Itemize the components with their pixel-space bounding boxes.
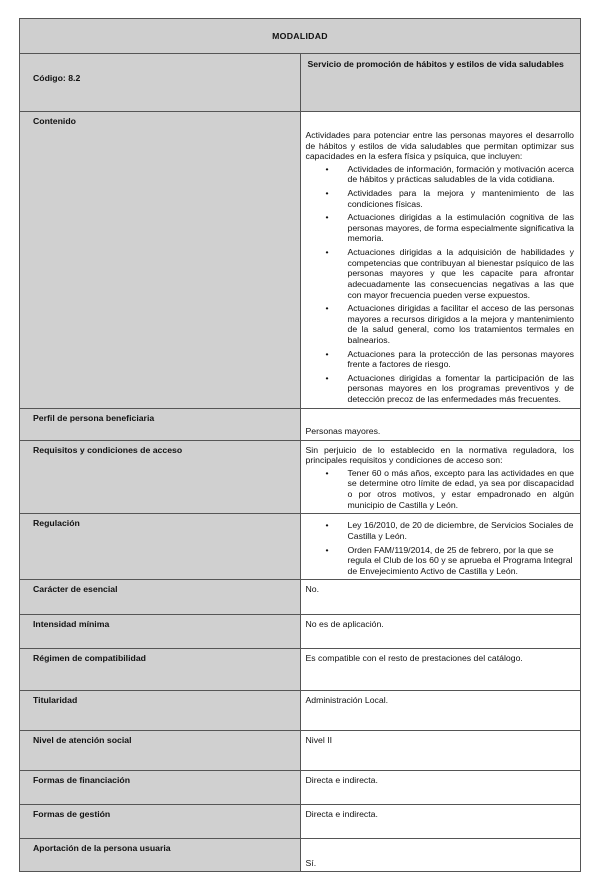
- gestion-label: Formas de gestión: [20, 805, 301, 839]
- code-label: Código: 8.2: [20, 54, 301, 112]
- list-item: • Actuaciones dirigidas a la estimulación cognitiva de las personas mayores, de forma especialmente significativa la memoria.: [306, 212, 575, 244]
- list-item: • Actuaciones dirigidas a facilitar el acceso de las personas mayores a recursos dirigidos a la mejora y mantenimiento de la salud general, como los tratamientos termales en balnearios.: [306, 303, 575, 345]
- regulacion-value: [300, 514, 581, 580]
- list-item: • Actuaciones dirigidas a fomentar la participación de las personas mayores en los programas preventivos y de detección precoz de las enfermedades más frecuentes.: [306, 373, 575, 405]
- intensidad-label: Intensidad mínima: [20, 615, 301, 649]
- intensidad-value: No es de aplicación.: [300, 615, 581, 649]
- list-item: • Actuaciones para la protección de las personas mayores frente a factores de riesgo.: [306, 349, 575, 370]
- list-item: • Tener 60 o más años, excepto para las actividades en que se determine otro límite de edad, ya sea por discapacidad o por otros motivos, y estar empadronado en algún municipio de Castilla y León.: [306, 468, 575, 510]
- list-item: • Actividades para la mejora y mantenimiento de las condiciones físicas.: [306, 188, 575, 209]
- financiacion-value: Directa e indirecta.: [300, 771, 581, 805]
- list-item: • Actividades de información, formación y motivación acerca de hábitos y prácticas saludables de la vida cotidiana.: [306, 164, 575, 185]
- table-title: MODALIDAD: [20, 19, 581, 54]
- list-item: • Ley 16/2010, de 20 de diciembre, de Servicios Sociales de Castilla y León.: [306, 520, 575, 541]
- caracter-label: Carácter de esencial: [20, 580, 301, 615]
- titularidad-value: Administración Local.: [300, 691, 581, 731]
- contenido-list: [306, 164, 575, 405]
- nivel-value: Nivel II: [300, 731, 581, 771]
- titularidad-label: Titularidad: [20, 691, 301, 731]
- service-sheet: [19, 18, 581, 872]
- requisitos-intro: Sin perjuicio de lo establecido en la normativa reguladora, los principales requisitos y condiciones de acceso son:: [305, 444, 574, 466]
- aportacion-label: Aportación de la persona usuaria: [20, 839, 301, 872]
- requisitos-value: [300, 440, 581, 514]
- regulacion-list: [306, 520, 575, 576]
- list-item: • Orden FAM/119/2014, de 25 de febrero, por la que se regula el Club de los 60 y se aprueba el Programa Integral de Envejecimiento Activo de Castilla y León.: [306, 545, 575, 577]
- requisitos-list: [306, 468, 575, 510]
- perfil-label: Perfil de persona beneficiaria: [20, 408, 301, 440]
- regulacion-label: Regulación: [20, 514, 301, 580]
- perfil-value: Personas mayores.: [300, 408, 581, 440]
- aportacion-value: Sí.: [300, 839, 581, 872]
- gestion-value: Directa e indirecta.: [300, 805, 581, 839]
- regimen-label: Régimen de compatibilidad: [20, 649, 301, 691]
- requisitos-label: Requisitos y condiciones de acceso: [20, 440, 301, 514]
- financiacion-label: Formas de financiación: [20, 771, 301, 805]
- caracter-value: No.: [300, 580, 581, 615]
- contenido-label: Contenido: [20, 112, 301, 409]
- contenido-value: [300, 112, 581, 409]
- regimen-value: Es compatible con el resto de prestaciones del catálogo.: [300, 649, 581, 691]
- list-item: • Actuaciones dirigidas a la adquisición de habilidades y competencias que contribuyan al bienestar psíquico de las personas mayores y que les capacite para afrontar adecuadamente las consecuencias negativas a las que con mayor frecuencia pueden verse expuestos.: [306, 247, 575, 300]
- contenido-intro: Actividades para potenciar entre las personas mayores el desarrollo de hábitos y estilos de vida saludables que permitan optimizar sus capacidades en la esfera física y psíquica, que incluyen:: [305, 130, 574, 162]
- nivel-label: Nivel de atención social: [20, 731, 301, 771]
- modality-table: [19, 18, 581, 872]
- service-title: Servicio de promoción de hábitos y estilos de vida saludables: [300, 54, 581, 112]
